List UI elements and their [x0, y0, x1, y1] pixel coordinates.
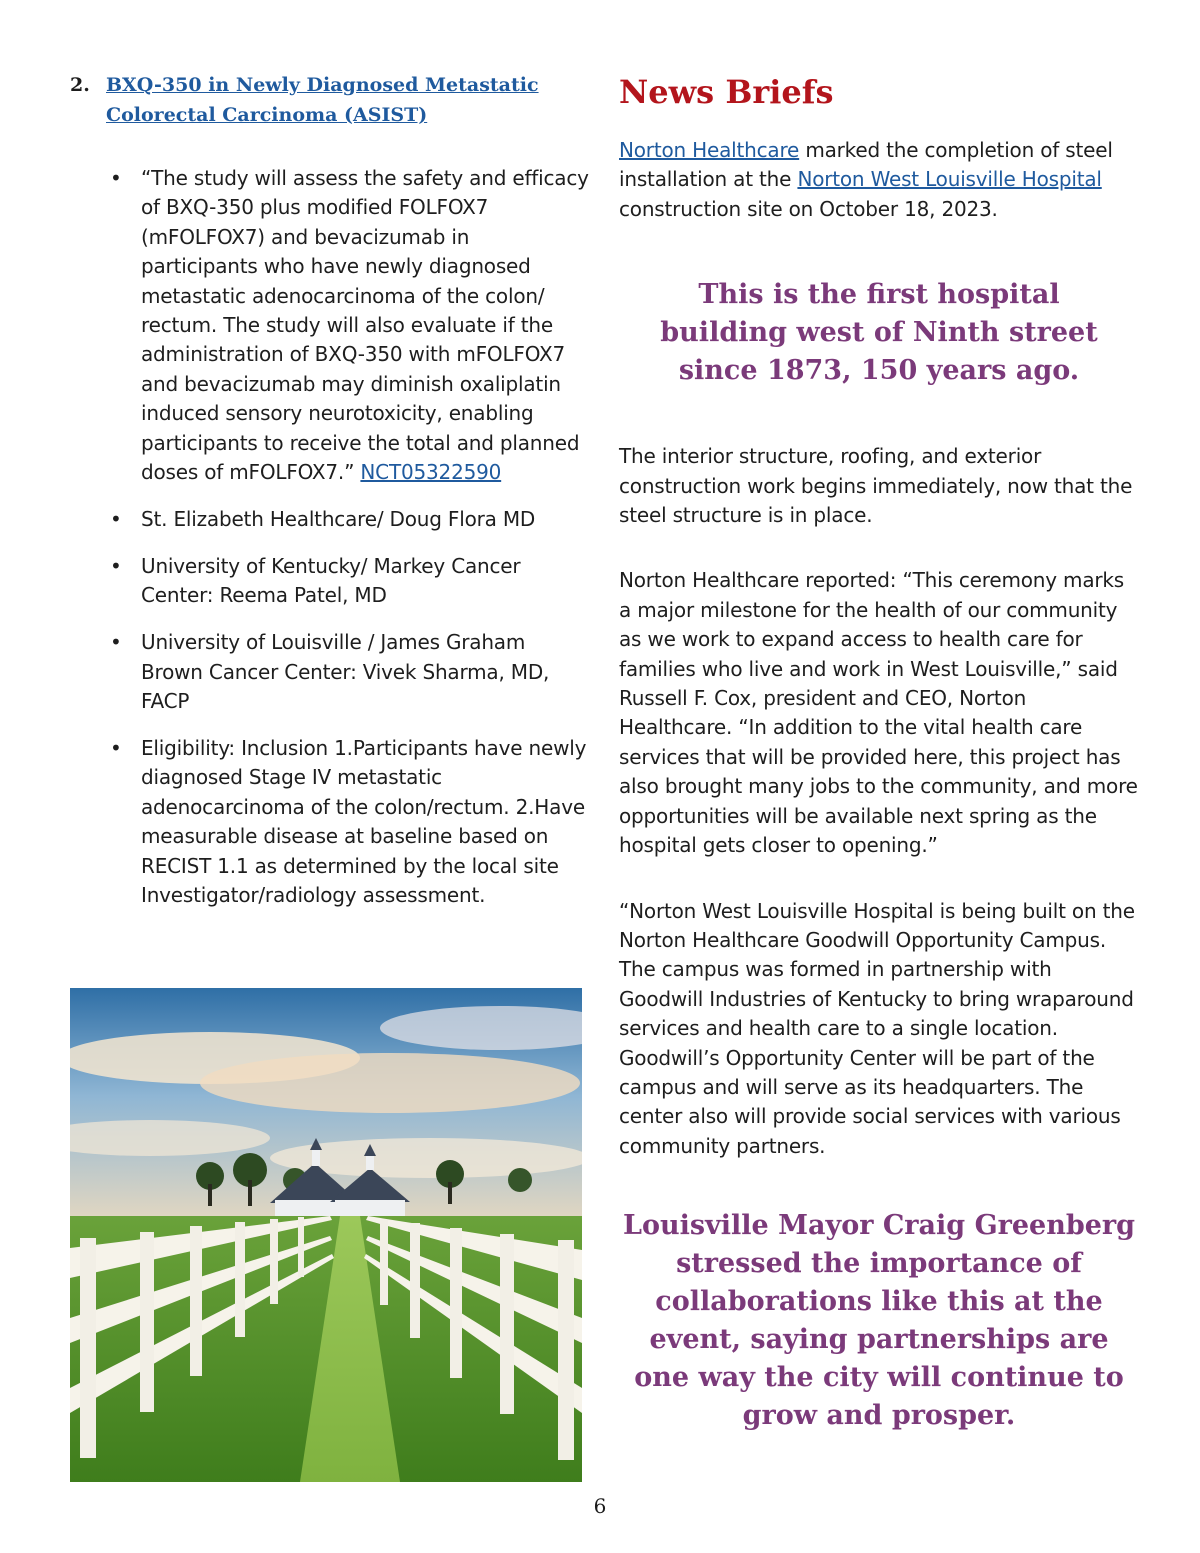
news-intro-paragraph	[619, 136, 1139, 224]
page-number: 6	[593, 1494, 607, 1518]
right-column	[619, 70, 1139, 1435]
bullet-text: University of Louisville / James Graham Brown Cancer Center: Vivek Sharma, MD, FACP	[141, 630, 550, 713]
bullet-site-st-elizabeth	[70, 505, 590, 534]
bullet-study-description	[70, 164, 590, 487]
study-number: 2.	[70, 74, 90, 96]
bullet-eligibility	[70, 734, 590, 910]
campus-paragraph: “Norton West Louisville Hospital is being built on the Norton Healthcare Goodwill Opportunity Campus. The campus was formed in partnership with Goodwill Industries of Kentucky to bring wraparound services and health care to a single location. Goodwill’s Opportunity Center will be part of the campus and will serve as its headquarters. The center also will provide social services with various community partners.	[619, 898, 1135, 1158]
norton-report-paragraph: Norton Healthcare reported: “This ceremony marks a major milestone for the health of our community as we work to expand access to health care for families who live and work in West Louisville,” said Russell F. Cox, president and CEO, Norton Healthcare. “In addition to the vital health care services that will be provided here, this project has also brought many jobs to the community, and more opportunities will be available next spring as the hospital gets closer to opening.”	[619, 568, 1138, 858]
study-heading	[70, 70, 590, 130]
norton-healthcare-link[interactable]: Norton Healthcare	[619, 138, 800, 162]
pull-quote-mayor: Louisville Mayor Craig Greenberg stressed the importance of collaborations like this at the event, saying partnerships are one way the city will continue to grow and prosper.	[623, 1210, 1135, 1432]
bullet-text: St. Elizabeth Healthcare/ Doug Flora MD	[141, 506, 536, 531]
bullet-site-uofl-brown	[70, 628, 590, 716]
horse-farm-photo	[70, 988, 582, 1482]
bullet-text: University of Kentucky/ Markey Cancer Center: Reema Patel, MD	[141, 553, 521, 608]
bullet-text: “The study will assess the safety and efficacy of BXQ-350 plus modified FOLFOX7 (mFOLFOX7) and bevacizumab in participants who have newly diagnosed metastatic adenocarcinoma of the colon/ rectum. The study will also evaluate if the administration of BXQ-350 with mFOLFOX7 and bevacizumab may diminish oxaliplatin induced sensory neurotoxicity, enabling participants to receive the total and planned doses of mFOLFOX7.”	[141, 166, 589, 485]
norton-west-louisville-hospital-link[interactable]: Norton West Louisville Hospital	[797, 167, 1102, 192]
bullet-site-uk-markey	[70, 552, 590, 611]
nct-link[interactable]: NCT05322590	[360, 460, 502, 485]
pull-quote-first-hospital: This is the first hospital building west of Ninth street since 1873, 150 years ago.	[660, 279, 1098, 387]
intro-text-1: marked the completion of steel installation at the	[619, 138, 1113, 192]
intro-text-2: construction site on October 18, 2023.	[619, 196, 998, 221]
news-briefs-title: News Briefs	[619, 73, 834, 111]
study-bullet-list	[70, 164, 590, 910]
construction-paragraph: The interior structure, roofing, and exterior construction work begins immediately, now that the steel structure is in place.	[619, 444, 1133, 528]
study-title-link[interactable]: BXQ-350 in Newly Diagnosed Metastatic Colorectal Carcinoma (ASIST)	[106, 74, 539, 126]
left-column	[70, 70, 590, 928]
bullet-text: Eligibility: Inclusion 1.Participants have newly diagnosed Stage IV metastatic adenocarcinoma of the colon/rectum. 2.Have measurable disease at baseline based on RECIST 1.1 as determined by the local site Investigator/radiology assessment.	[141, 735, 587, 907]
